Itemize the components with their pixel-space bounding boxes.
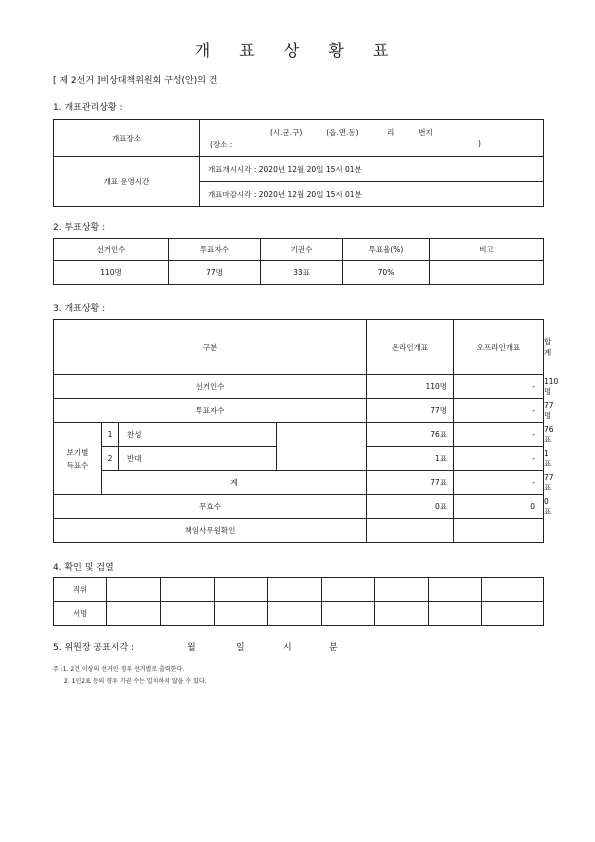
- position-label: 직위: [54, 578, 107, 602]
- option-offline: -: [454, 447, 544, 471]
- value-voters: 77명: [169, 261, 261, 285]
- place-line2-right: ): [478, 138, 481, 148]
- position-cell[interactable]: [107, 578, 161, 602]
- place-value: [200, 120, 544, 157]
- signature-cell[interactable]: [375, 602, 429, 626]
- option-label: 반대: [119, 447, 277, 471]
- header-offline: 오프라인개표: [454, 320, 544, 375]
- electors-online: 110명: [367, 375, 454, 399]
- officer-offline: [454, 519, 544, 543]
- inspection-table: [53, 577, 544, 626]
- place-line2-left: (장소 :: [210, 139, 233, 149]
- option-label: 찬성: [119, 423, 277, 447]
- signature-cell[interactable]: [322, 602, 375, 626]
- announce-month: 월: [187, 643, 196, 653]
- value-abstain: 33표: [261, 261, 343, 285]
- time-label: 개표 운영시간: [54, 157, 200, 207]
- officer-label: 책임사무원확인: [54, 519, 367, 543]
- header-electors: 선거인수: [54, 239, 169, 261]
- voters-online: 77명: [367, 399, 454, 423]
- signature-cell[interactable]: [268, 602, 322, 626]
- note-2: 2. 1인2표 등의 경우 기권 수는 일치하지 않을 수 있다.: [64, 678, 207, 685]
- invalid-online: 0표: [367, 495, 454, 519]
- start-time: 개표개시시각 : 2020년 12월 20일 15시 01분: [200, 157, 544, 182]
- section2-heading: 2. 투표상황 :: [53, 223, 106, 233]
- election-name: [ 제 2선거 ]비상대책위원회 구성(안)의 건: [53, 76, 218, 86]
- invalid-label: 무효수: [54, 495, 367, 519]
- announce-minute: 분: [329, 643, 338, 653]
- signature-cell[interactable]: [429, 602, 482, 626]
- announce-day: 일: [236, 643, 245, 653]
- voters-offline: -: [454, 399, 544, 423]
- officer-online: [367, 519, 454, 543]
- place-label: 개표장소: [54, 120, 200, 157]
- position-cell[interactable]: [268, 578, 322, 602]
- signature-cell[interactable]: [215, 602, 268, 626]
- value-remarks: [430, 261, 544, 285]
- header-remarks: 비고: [430, 239, 544, 261]
- section4-heading: 4. 확인 및 검열: [53, 563, 114, 573]
- position-cell[interactable]: [161, 578, 215, 602]
- counting-management-table: [53, 119, 544, 207]
- signature-label: 서명: [54, 602, 107, 626]
- announce-hour: 시: [283, 643, 292, 653]
- position-cell[interactable]: [375, 578, 429, 602]
- position-cell[interactable]: [215, 578, 268, 602]
- invalid-offline: 0: [454, 495, 544, 519]
- option-votes-label-line1: 보기별: [66, 447, 89, 457]
- subtotal-label: 계: [102, 471, 367, 495]
- page-title: 개 표 상 황 표: [194, 41, 401, 60]
- section1-heading: 1. 개표관리상황 :: [53, 103, 123, 113]
- section3-heading: 3. 개표상황 :: [53, 304, 106, 314]
- place-line1: (시.군.구) (읍.면.동) 리 번지: [270, 127, 433, 137]
- header-voters: 투표자수: [169, 239, 261, 261]
- header-online: 온라인개표: [367, 320, 454, 375]
- signature-cell[interactable]: [161, 602, 215, 626]
- counting-status-table: 구분 온라인개표 오프라인개표 합계 선거인수 110명 - 110명 투표자수 77명 - 77명 보기별 득표수 1 찬성 76표 - 76표 2 반대 1표 - 1표 계 77표 - 77표 무효수 0표 0 0표 책임사무원확인: [53, 319, 544, 543]
- position-cell[interactable]: [322, 578, 375, 602]
- subtotal-online: 77표: [367, 471, 454, 495]
- section5-heading: 5. 위원장 공표시각 :: [53, 643, 135, 653]
- value-electors: 110명: [54, 261, 169, 285]
- header-turnout: 투표율(%): [343, 239, 430, 261]
- option-number: 2: [102, 447, 119, 471]
- subtotal-offline: -: [454, 471, 544, 495]
- voters-label: 투표자수: [54, 399, 367, 423]
- option-offline: -: [454, 423, 544, 447]
- electors-offline: -: [454, 375, 544, 399]
- signature-cell[interactable]: [482, 602, 544, 626]
- voting-status-table: [53, 238, 544, 285]
- signature-cell[interactable]: [107, 602, 161, 626]
- electors-label: 선거인수: [54, 375, 367, 399]
- option-number: 1: [102, 423, 119, 447]
- option-votes-label-line2: 득표수: [66, 460, 89, 470]
- option-online: 1표: [367, 447, 454, 471]
- header-category: 구분: [54, 320, 367, 375]
- option-votes-label: [54, 423, 102, 495]
- end-time: 개표마감시각 : 2020년 12월 20일 15시 01분: [200, 182, 544, 207]
- value-turnout: 70%: [343, 261, 430, 285]
- position-cell[interactable]: [482, 578, 544, 602]
- note-1: 주 :1. 2건 이상의 선거인 경우 선거별로 출력한다.: [53, 666, 185, 673]
- position-cell[interactable]: [429, 578, 482, 602]
- header-abstain: 기권수: [261, 239, 343, 261]
- option-online: 76표: [367, 423, 454, 447]
